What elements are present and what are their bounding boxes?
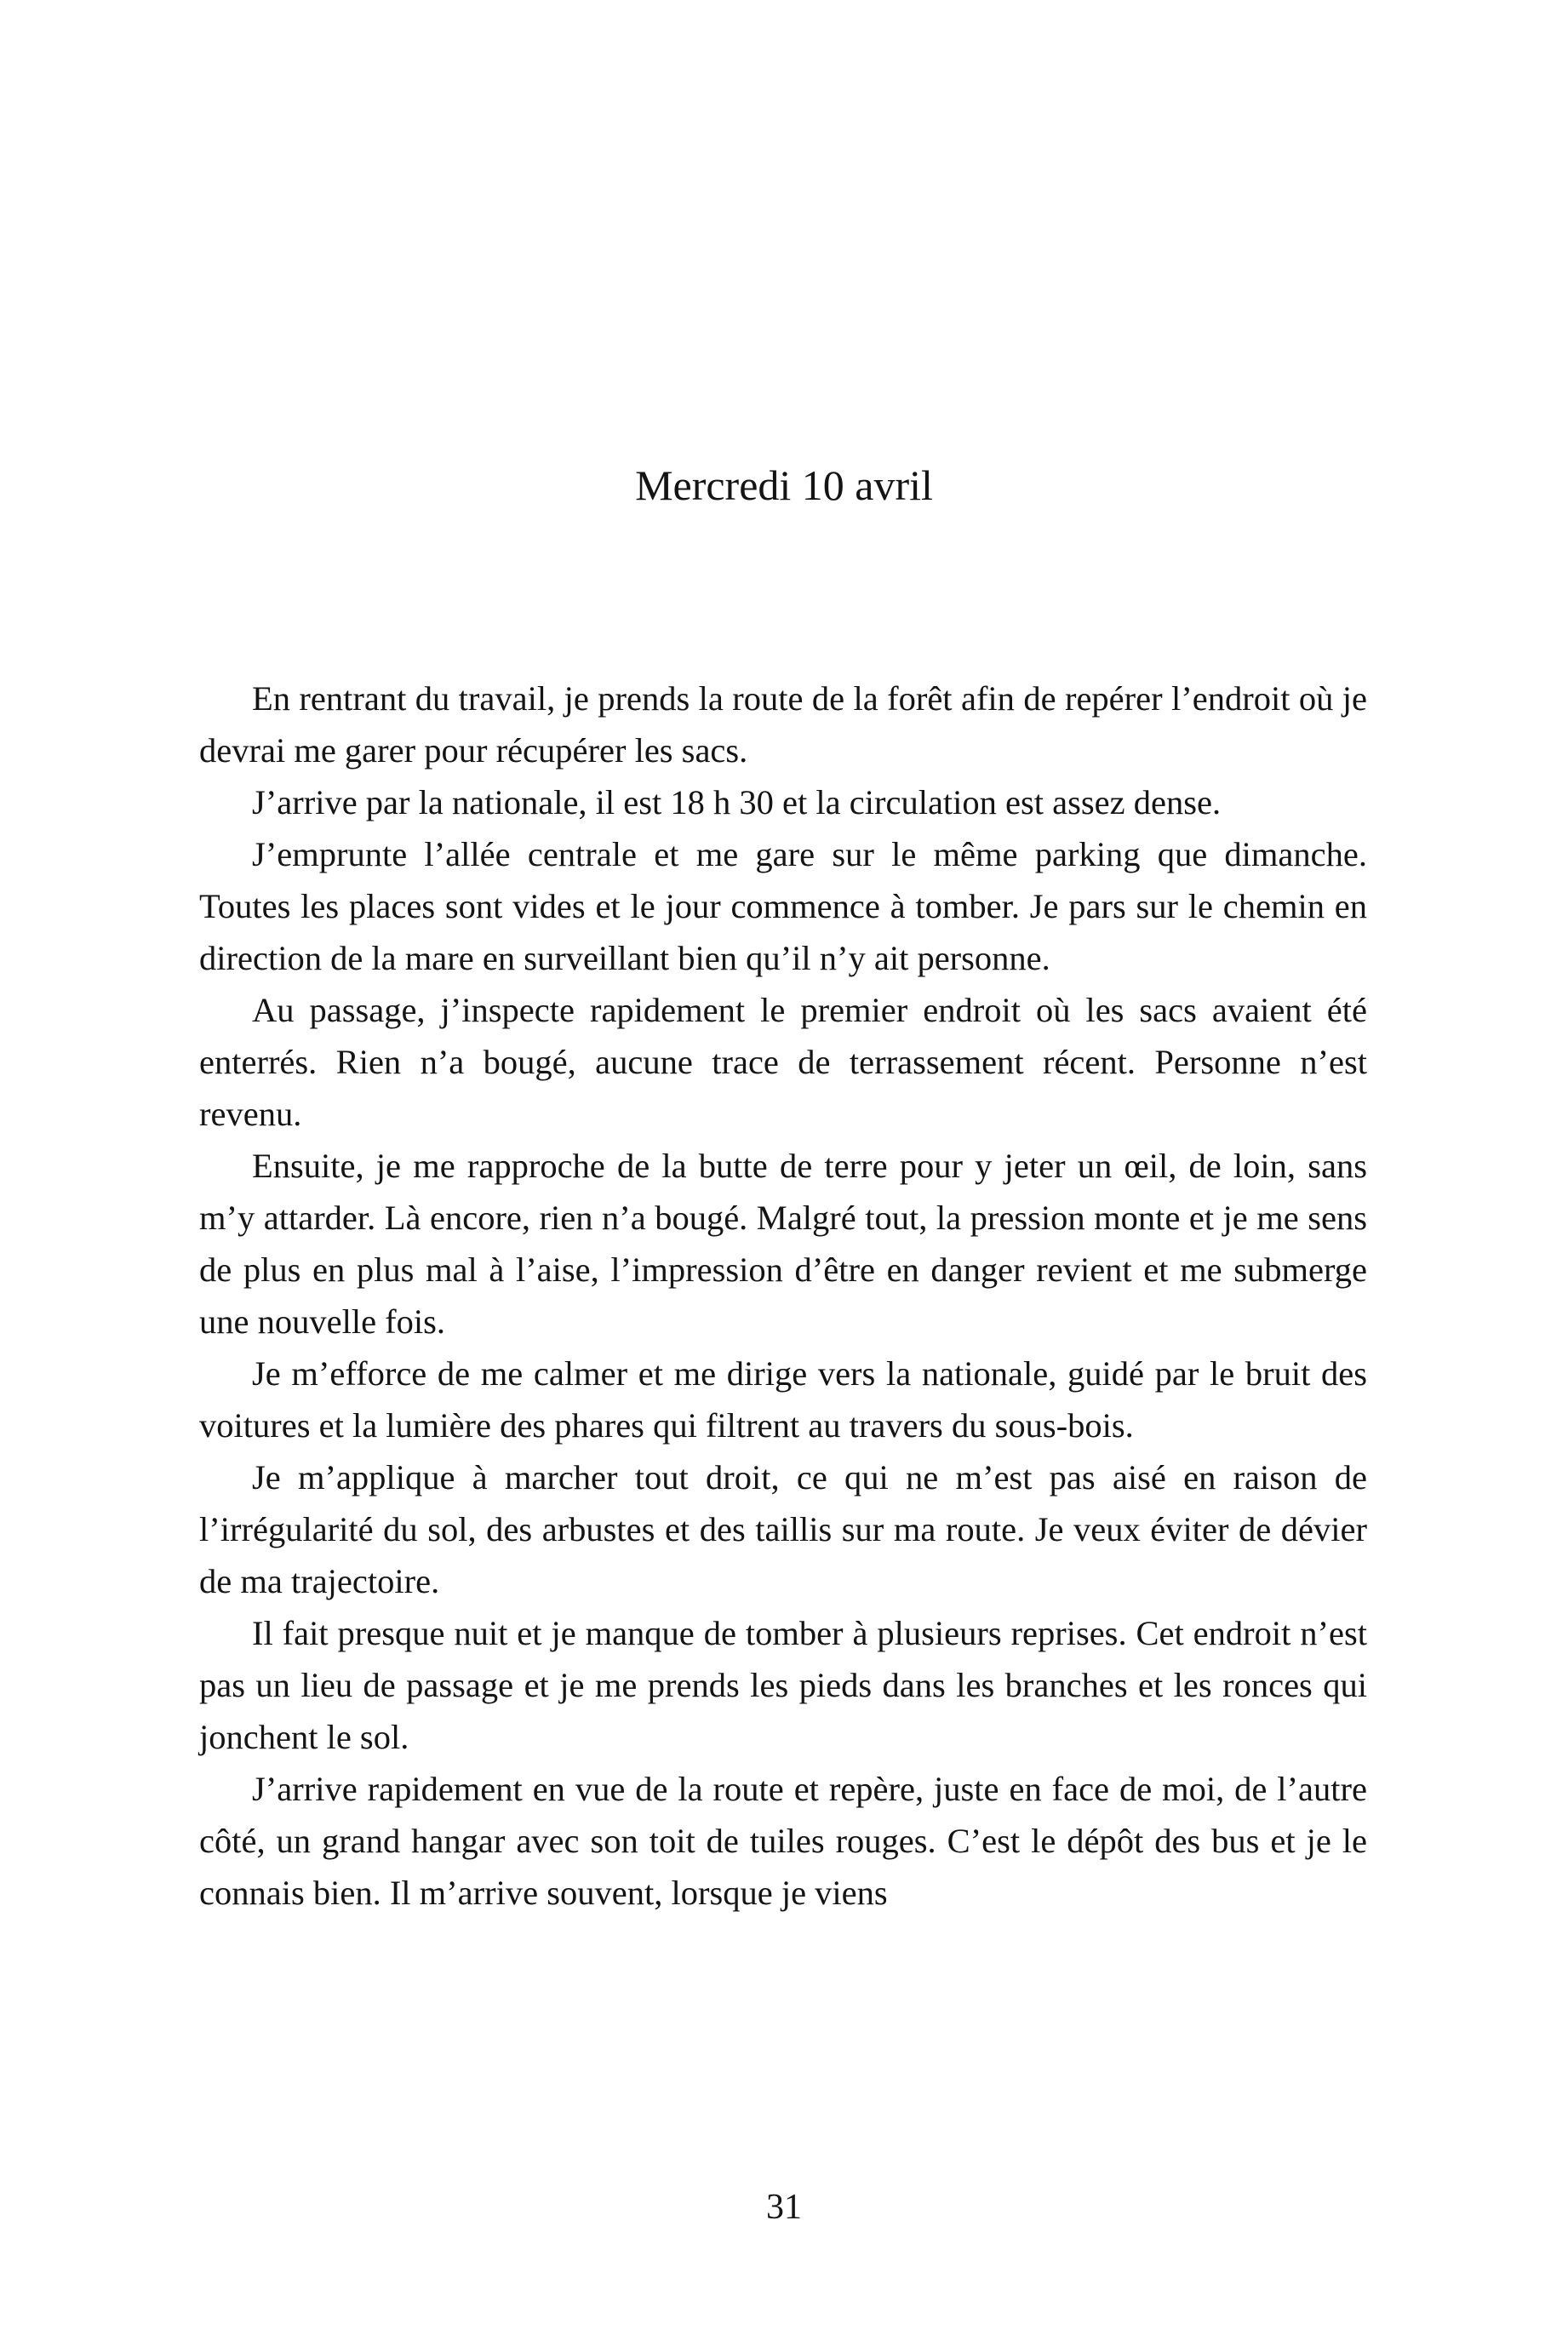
paragraph: Au passage, j’inspecte rapidement le premier endroit où les sacs avaient été enterrés. Rien n’a bougé, aucune trace de terrassement récent. Personne n’est revenu. [199,991,1367,1133]
chapter-title: Mercredi 10 avril [635,461,933,509]
paragraph: J’emprunte l’allée centrale et me gare sur le même parking que dimanche. Toutes les places sont vides et le jour commence à tomber. Je pars sur le chemin en direction de la mare en surveillant bien qu’il n’y ait personne. [199,835,1367,977]
paragraph: J’arrive rapidement en vue de la route et repère, juste en face de moi, de l’autre côté, un grand hangar avec son toit de tuiles rouges. C’est le dépôt des bus et je le connais bien. Il m’arrive souvent, lorsque je viens [199,1770,1367,1912]
page-number: 31 [766,2188,802,2227]
paragraph: Je m’applique à marcher tout droit, ce qui ne m’est pas aisé en raison de l’irrégularité du sol, des arbustes et des taillis sur ma route. Je veux éviter de dévier de ma trajectoire. [199,1458,1367,1600]
paragraph: Ensuite, je me rapproche de la butte de terre pour y jeter un œil, de loin, sans m’y attarder. Là encore, rien n’a bougé. Malgré tout, la pression monte et je me sens de plus en plus mal à l’aise, l’impression d’être en danger revient et me submerge une nouvelle fois. [199,1147,1367,1341]
paragraph: Il fait presque nuit et je manque de tomber à plusieurs reprises. Cet endroit n’est pas un lieu de passage et je me prends les pieds dans les branches et les ronces qui jonchent le sol. [199,1614,1367,1756]
paragraph: En rentrant du travail, je prends la route de la forêt afin de repérer l’endroit où je devrai me garer pour récupérer les sacs. [199,679,1367,770]
chapter-body [199,672,1367,1919]
paragraph: Je m’efforce de me calmer et me dirige vers la nationale, guidé par le bruit des voitures et la lumière des phares qui filtrent au travers du sous-bois. [199,1354,1367,1445]
paragraph: J’arrive par la nationale, il est 18 h 30 et la circulation est assez dense. [252,783,1222,821]
